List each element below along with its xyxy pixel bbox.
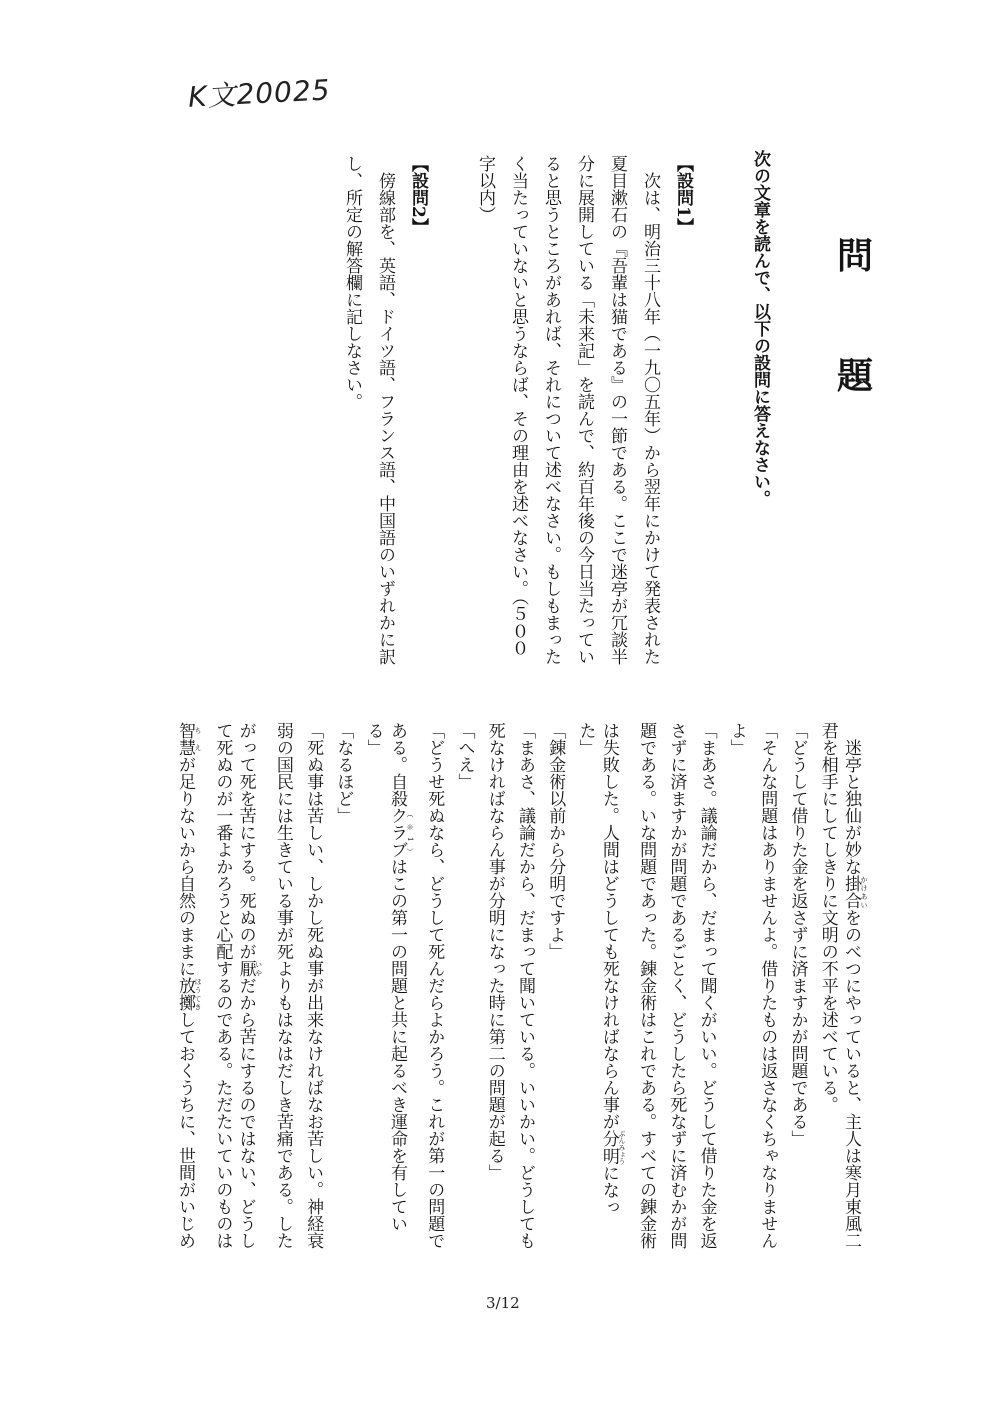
passage-text: さずに済ますかが問題であるごとく、どうしたら死なずに済むかが問 [666, 722, 687, 1249]
passage-line [818, 722, 838, 1113]
ruby-word [235, 960, 263, 977]
ruby-reading: いや [254, 960, 263, 977]
passage-text: た」 [575, 722, 596, 756]
passage-text: ある。自殺 [386, 722, 407, 807]
question1-label: 【設問1】 [673, 155, 693, 235]
ruby-base: 分明 [598, 1129, 619, 1165]
ruby-reading: ほうてき [194, 977, 203, 1011]
instructions: 次の文章を読んで、以下の設問に答えなさい。 [750, 150, 770, 507]
passage-line [454, 722, 474, 790]
heading-char-2: 題 [836, 355, 873, 397]
page-number: 3/12 [486, 1294, 520, 1312]
passage-text: 「錬金術以前から分明ですよ」 [545, 722, 566, 960]
passage-text: しておくうちに、世間がいじめ [175, 1011, 196, 1249]
passage-line [598, 722, 626, 1216]
passage-line [212, 722, 232, 1249]
passage-line [515, 722, 535, 1249]
passage-line [636, 722, 656, 1249]
passage-line [485, 722, 505, 1181]
ruby-reading: ぶんみょう [617, 1129, 626, 1165]
passage-text: 題である。いな問題であった。錬金術はこれである。すべての錬金術 [636, 722, 657, 1249]
passage-text: 「へえ」 [454, 722, 475, 790]
ruby-base: 掛合 [841, 875, 861, 909]
passage-line [545, 722, 565, 960]
question1-line: 夏目漱石の『吾輩は猫である』の一節である。ここで迷亭が冗談半 [607, 155, 627, 665]
passage-text: は失敗した。人間はどうしても死なければならん事が [598, 722, 619, 1130]
passage-text: 「なるほど」 [333, 722, 354, 824]
passage-line [303, 722, 323, 1249]
passage-text: はこの第一の問題と共に起るべき運命を有してい [386, 858, 407, 1232]
passage-line [841, 722, 868, 1249]
passage-line [666, 722, 686, 1249]
ruby-word [841, 875, 868, 909]
passage-text: 「どうせ死ぬなら、どうして死んだらよかろう。これが第一の問題で [424, 722, 445, 1249]
passage-line [175, 722, 203, 1249]
passage-text: 「まあさ。議論だから、だまって聞くがいい。どうして借りた金を返 [696, 722, 717, 1249]
passage-text: 「どうして借りた金を返さずに済ますかが問題である」 [787, 722, 808, 1147]
passage-text: よ」 [726, 722, 747, 756]
passage-text: になっ [598, 1164, 619, 1216]
passage-text: る」 [363, 722, 384, 756]
passage-line [757, 722, 777, 1249]
passage-text: 「そんな問題はありませんよ。借りたものは返さなくちゃなりません [757, 722, 778, 1249]
passage-text: をのべつにやっていると、主人は寒月東風二 [841, 909, 861, 1249]
heading-char-1: 問 [836, 235, 873, 277]
question1-line: 字以内） [475, 155, 495, 223]
handwritten-code: K文20025 [187, 73, 332, 114]
ruby-word [598, 1129, 626, 1165]
passage-line [386, 722, 414, 1232]
question2-line: 傍線部を、英語、ドイツ語、フランス語、中国語のいずれかに訳 [375, 155, 395, 665]
ruby-base: 放擲 [175, 977, 196, 1011]
ruby-reading: （※1） [405, 807, 414, 858]
passage-text: て死ぬのが一番よかろうと心配するのである。ただたいていのものは [212, 722, 233, 1249]
question1-line: 次は、明治三十八年（一九〇五年）から翌年にかけて発表された [640, 155, 660, 665]
ruby-base: 智慧 [175, 722, 196, 756]
passage-text: 「死ぬ事は苦しい、しかし死ぬ事が出来なければなお苦しい。神経衰 [303, 722, 324, 1249]
question1-line: ると思うところがあれば、それについて述べなさい。もしもまった [541, 155, 561, 665]
ruby-base: 厭 [235, 960, 256, 977]
passage-text: 「まあさ、議論だから、だまって聞いている。いいかい。どうしても [515, 722, 536, 1249]
ruby-word [386, 807, 414, 858]
passage-text: が足りないから自然のままに [175, 756, 196, 977]
passage-line [576, 722, 596, 756]
passage-line [727, 722, 747, 756]
ruby-base: クラブ [386, 807, 407, 858]
ruby-reading: かけあい [860, 875, 868, 909]
passage-line [697, 722, 717, 1249]
passage-line [424, 722, 444, 1249]
passage-line [333, 722, 353, 824]
passage-line [364, 722, 384, 756]
question2-label: 【設問2】 [408, 155, 428, 235]
question1-line: 分に展開している「未来記」を読んで、約百年後の今日当たってい [574, 155, 594, 665]
passage-text: だから苦にするのではない、どうし [235, 977, 256, 1249]
passage-text: 死なければならん事が分明になった時に第二の問題が起る」 [484, 722, 505, 1181]
ruby-word [175, 722, 203, 756]
question2-line: し、所定の解答欄に記しなさい。 [342, 155, 362, 410]
passage-line [787, 722, 807, 1147]
passage-line [235, 722, 263, 1249]
passage-text: 弱の国民には生きている事が死よりもはなはだしき苦痛である。した [272, 722, 293, 1249]
question1-line: く当たっていないと思うならば、その理由を述べなさい。（５００ [508, 155, 528, 657]
passage-text: 迷亭と独仙が妙な [841, 722, 861, 875]
ruby-reading: ちえ [194, 722, 203, 756]
passage-text: がって死を苦にする。死ぬのが [235, 722, 256, 960]
passage-text: 君を相手にしてしきりに文明の不平を述べている。 [817, 722, 838, 1113]
passage-line [273, 722, 293, 1249]
ruby-word [175, 977, 203, 1011]
